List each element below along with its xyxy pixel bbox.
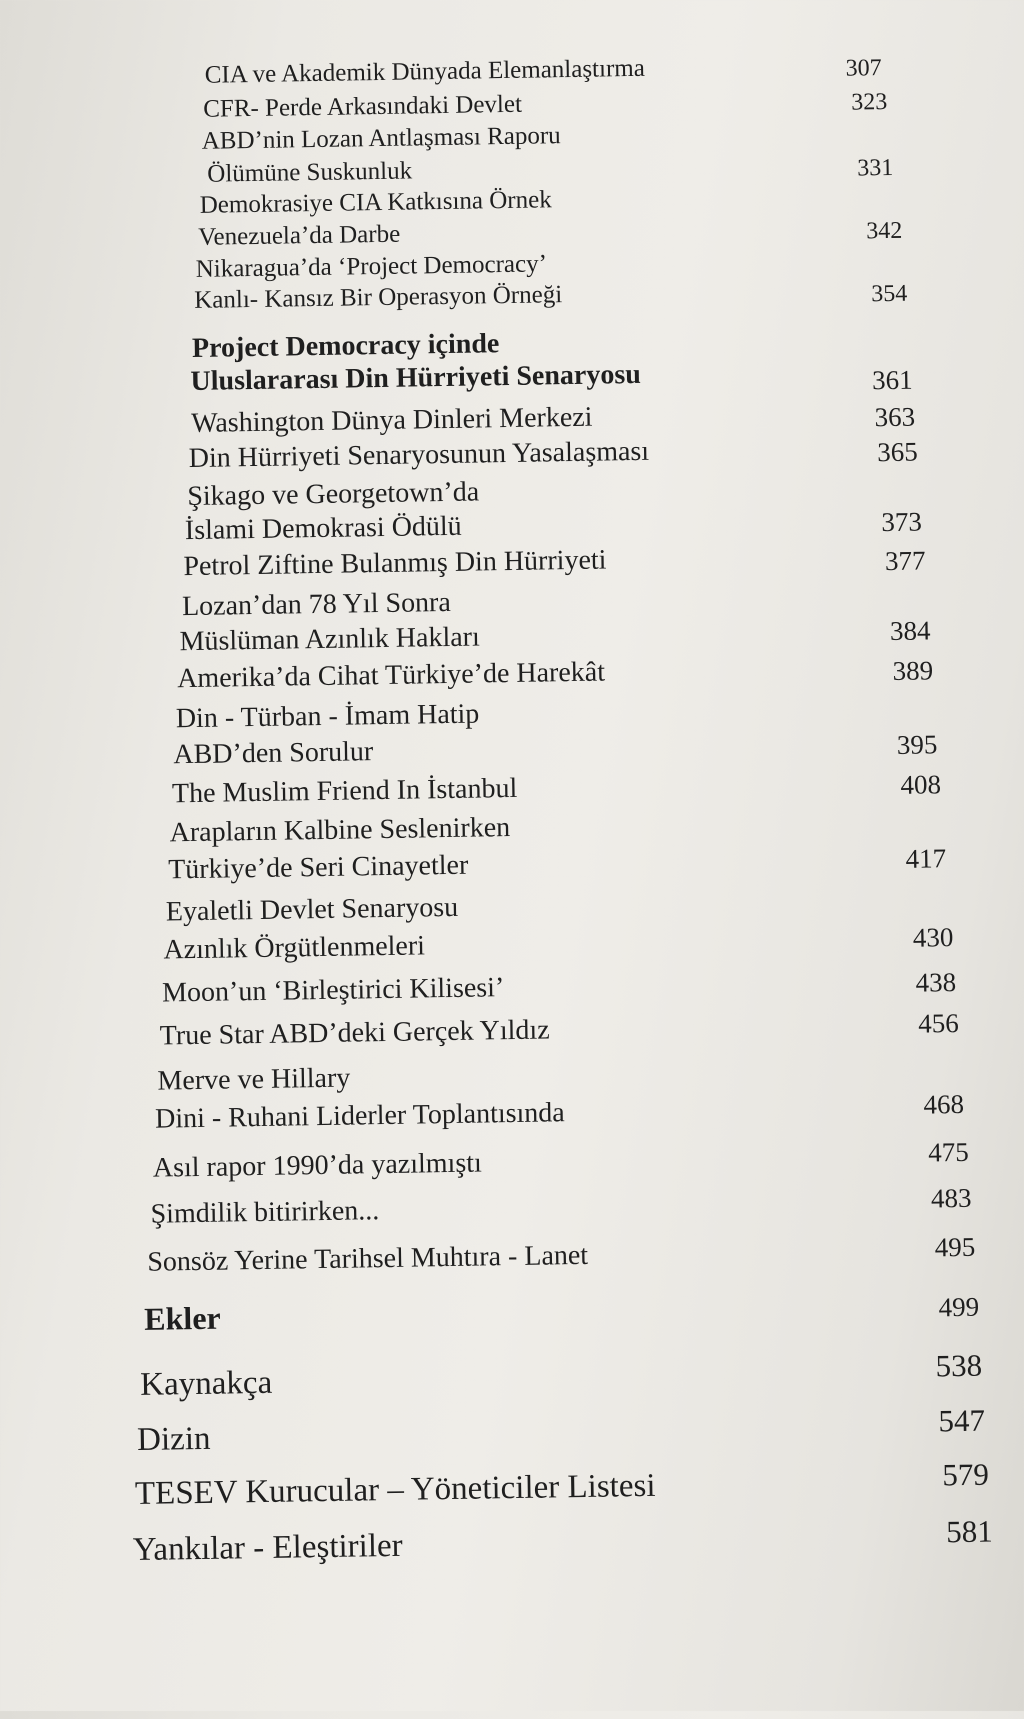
- toc-page-number: 307: [845, 55, 882, 82]
- toc-entry-title-line: Nikaragua’da ‘Project Democracy’: [195, 250, 548, 283]
- toc-entry-title-line: Lozan’dan 78 Yıl Sonra: [181, 586, 452, 623]
- toc-entry: [0, 580, 1020, 658]
- toc-entry-title-line: Arapların Kalbine Seslenirken: [169, 812, 511, 849]
- toc-entry: [3, 1008, 1024, 1052]
- toc-entry: [0, 180, 1013, 251]
- toc-entry-title-line: True Star ABD’deki Gerçek Yıldız: [159, 1014, 550, 1052]
- toc-entry: [6, 1231, 1024, 1278]
- toc-entry: [0, 432, 1017, 475]
- toc-entry: [2, 966, 1024, 1009]
- toc-entry-title-line: The Muslim Friend In İstanbul: [171, 772, 518, 810]
- toc-entry-title-line: Ölümüne Suskunluk: [207, 157, 413, 188]
- toc-entry: [0, 806, 1023, 886]
- toc-entry: [11, 1513, 1024, 1569]
- toc-entry: [5, 1182, 1024, 1230]
- toc-entry-title-line: Washington Dünya Dinleri Merkezi: [190, 401, 593, 439]
- toc-entry: [0, 767, 1023, 810]
- toc-entry-title-line: İslami Demokrasi Ödülü: [184, 510, 462, 547]
- toc-page-number: 365: [876, 436, 918, 468]
- toc-entry-title-line: TESEV Kurucular – Yöneticiler Listesi: [134, 1467, 656, 1512]
- toc-entry: [7, 1289, 1024, 1337]
- toc-entry-title-line: CFR- Perde Arkasındaki Devlet: [203, 90, 523, 123]
- toc-entry-title-line: Dizin: [136, 1420, 211, 1458]
- toc-page-number: 547: [938, 1402, 986, 1439]
- toc-page-number: 354: [871, 280, 908, 308]
- toc-entry: [0, 322, 1016, 397]
- toc-entry: [1, 885, 1024, 966]
- toc-page-number: 395: [896, 729, 938, 760]
- toc-page-number: 373: [881, 506, 923, 538]
- toc-entry-title-line: Petrol Ziftine Bulanmış Din Hürriyeti: [183, 544, 607, 583]
- toc-page-number: 538: [935, 1347, 983, 1384]
- toc-entry-title-line: Müslüman Azınlık Hakları: [179, 621, 481, 658]
- toc-page-number: 468: [923, 1088, 965, 1120]
- toc-entry-title-line: Sonsöz Yerine Tarihsel Muhtıra - Lanet: [147, 1239, 589, 1278]
- toc-entry-title-line: Şikago ve Georgetown’da: [187, 476, 480, 513]
- toc-page-number: 361: [871, 364, 913, 396]
- toc-entry: [5, 1136, 1024, 1184]
- toc-page-number: 483: [930, 1182, 972, 1214]
- toc-entry: [10, 1456, 1024, 1512]
- toc-page-number: 430: [912, 922, 954, 953]
- toc-entry-title-line: ABD’den Sorulur: [173, 736, 374, 771]
- toc-page-number: 581: [945, 1513, 993, 1550]
- toc-entry-title-line: Moon’un ‘Birleştirici Kilisesi’: [161, 972, 505, 1009]
- toc-page-number: 475: [927, 1136, 969, 1168]
- toc-page-number: 495: [934, 1231, 976, 1263]
- toc-entry-title-line: Kanlı- Kansız Bir Operasyon Örneği: [194, 281, 563, 314]
- toc-entry-title-line: Uluslararası Din Hürriyeti Senaryosu: [190, 358, 642, 397]
- toc-page-number: 323: [851, 89, 888, 116]
- toc-entry-title-line: Din - Türban - İmam Hatip: [175, 698, 480, 735]
- toc-entry: [0, 397, 1017, 439]
- toc-entry-title-line: Dini - Ruhani Liderler Toplantısında: [154, 1097, 565, 1135]
- toc-entry-title-line: Merve ve Hillary: [157, 1062, 351, 1097]
- toc-entry-title-line: Türkiye’de Seri Cinayetler: [167, 849, 469, 886]
- toc-page-number: 384: [889, 615, 931, 647]
- toc-entry-title-line: Ekler: [143, 1299, 221, 1337]
- toc-entry-title-line: Kaynakça: [139, 1364, 273, 1403]
- toc-entry-title-line: Venezuela’da Darbe: [198, 220, 401, 251]
- toc-entry: [0, 84, 1012, 123]
- toc-entry-title-line: Şimdilik bitirirken...: [150, 1195, 380, 1230]
- toc-entry-title-line: Azınlık Örgütlenmeleri: [163, 930, 426, 966]
- toc-entry: [0, 692, 1022, 771]
- toc-entry: [0, 50, 1011, 89]
- toc-entry: [0, 244, 1014, 314]
- toc-entry-title-line: Amerika’da Cihat Türkiye’de Harekât: [176, 656, 606, 695]
- toc-entry: [0, 470, 1018, 547]
- toc-page-number: 499: [938, 1291, 980, 1323]
- toc-page-number: 408: [900, 769, 942, 800]
- toc-entry: [9, 1402, 1024, 1458]
- toc-entry-title-line: Demokrasiye CIA Katkısına Örnek: [199, 186, 552, 219]
- toc-page-number: 331: [857, 154, 894, 182]
- toc-entry-title-line: Asıl rapor 1990’da yazılmıştı: [152, 1147, 483, 1184]
- toc-entry: [0, 652, 1021, 695]
- toc-entry-title-line: CIA ve Akademik Dünyada Elemanlaştırma: [204, 54, 646, 89]
- toc-entry: [3, 1054, 1024, 1135]
- toc-page-number: 389: [892, 655, 934, 686]
- toc-entry: [0, 540, 1019, 583]
- toc-page-number: 438: [915, 967, 957, 998]
- toc-entry: [8, 1347, 1024, 1403]
- toc-page-number: 456: [917, 1008, 959, 1039]
- toc-entry-title-line: Din Hürriyeti Senaryosunun Yasalaşması: [188, 435, 650, 475]
- toc-entry-title-line: Eyaletli Devlet Senaryosu: [165, 891, 459, 928]
- toc-entry-title-line: Project Democracy içinde: [191, 328, 500, 364]
- toc-page-number: 417: [905, 843, 947, 874]
- toc-page-number: 579: [942, 1456, 990, 1493]
- toc-entry: [0, 116, 1012, 188]
- toc-page-number: 377: [884, 545, 926, 577]
- toc-page-number: 342: [866, 217, 903, 245]
- toc-entry-title-line: Yankılar - Eleştiriler: [132, 1527, 403, 1569]
- toc-entry-title-line: ABD’nin Lozan Antlaşması Raporu: [201, 122, 561, 155]
- toc-page-number: 363: [874, 401, 916, 433]
